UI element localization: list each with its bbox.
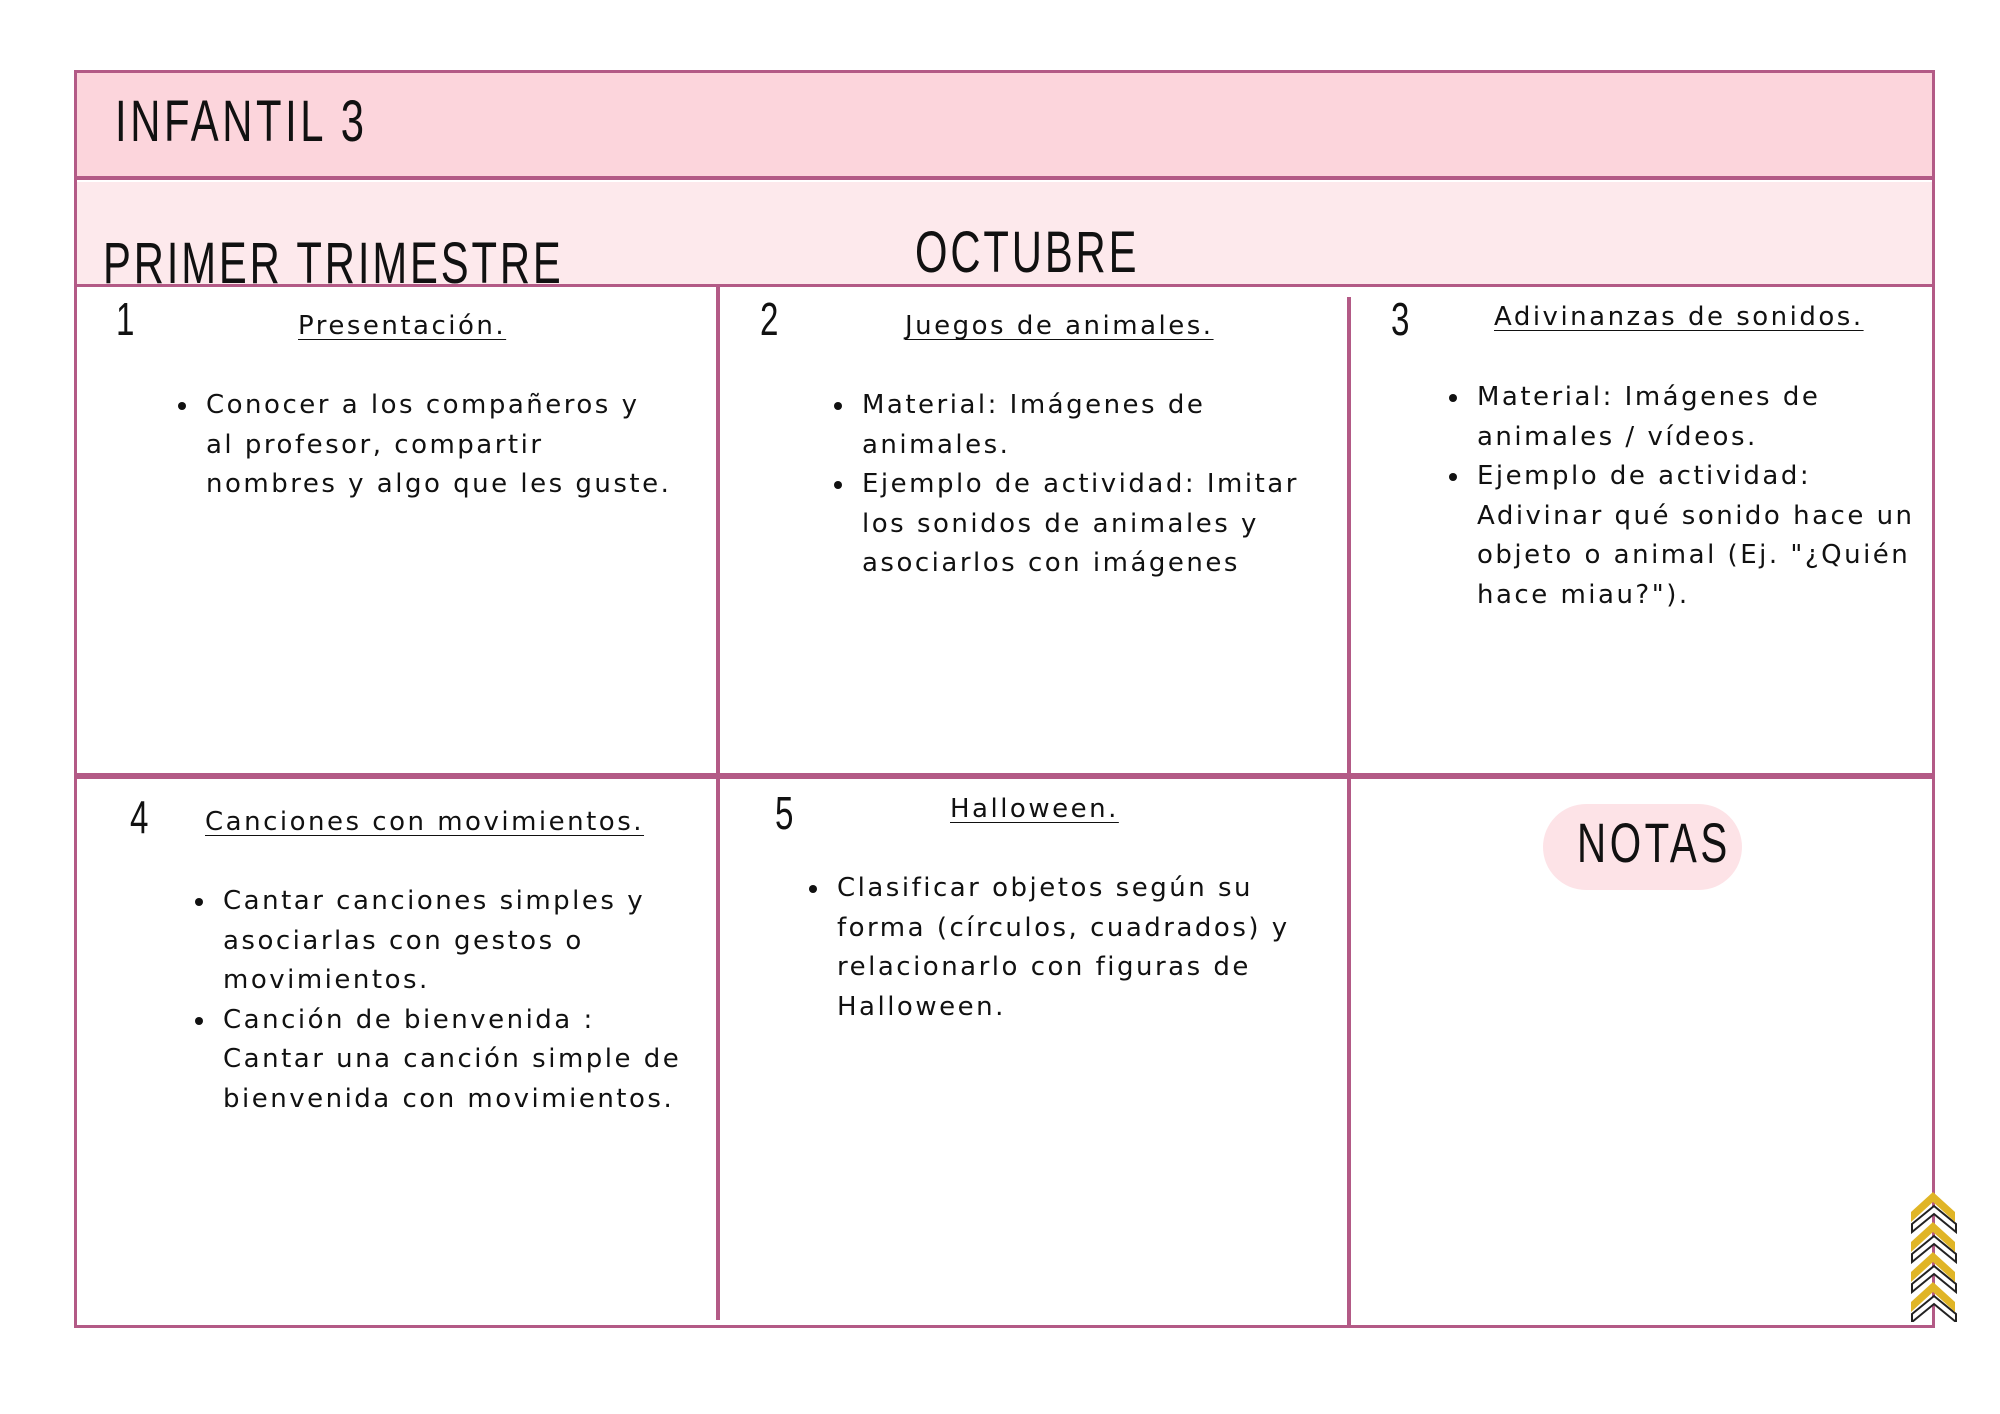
list-item: • Conocer a los compañeros y al profesor, compartir nombres y algo que les guste. xyxy=(200,386,675,505)
list-item: • Material: Imágenes de animales / vídeos. xyxy=(1471,378,1939,457)
cell-5-number: 5 xyxy=(775,787,794,839)
term-label: PRIMER TRIMESTRE xyxy=(103,231,564,296)
divider-col-1 xyxy=(716,287,720,1320)
cell-3-list xyxy=(1446,378,1939,615)
divider-col-2 xyxy=(1347,297,1351,1327)
cell-2-list xyxy=(831,386,1331,584)
divider-title xyxy=(74,176,1935,180)
cell-4-title: Canciones con movimientos. xyxy=(205,807,645,837)
cell-3-number: 3 xyxy=(1391,293,1410,345)
cell-2-title: Juegos de animales. xyxy=(905,311,1214,341)
cell-1-list xyxy=(175,386,675,505)
notes-label: NOTAS xyxy=(1577,811,1731,874)
month-label: OCTUBRE xyxy=(915,220,1140,285)
cell-4-number: 4 xyxy=(130,791,149,843)
cell-5-title: Halloween. xyxy=(950,794,1119,824)
divider-rows xyxy=(74,773,1935,779)
cell-4-list xyxy=(192,882,692,1119)
page-title: INFANTIL 3 xyxy=(115,89,368,154)
chevron-up-icon xyxy=(1909,1190,1959,1322)
cell-5-list xyxy=(806,869,1306,1027)
list-item: • Ejemplo de actividad: Adivinar qué sonido hace un objeto o animal (Ej. "¿Quién hace miau?"). xyxy=(1471,457,1939,615)
cell-1-title: Presentación. xyxy=(298,311,507,341)
cell-2-number: 2 xyxy=(760,293,779,345)
list-item: • Ejemplo de actividad: Imitar los sonidos de animales y asociarlos con imágenes xyxy=(856,465,1331,584)
cell-3-title: Adivinanzas de sonidos. xyxy=(1494,302,1864,332)
list-item: • Material: Imágenes de animales. xyxy=(856,386,1331,465)
list-item: • Canción de bienvenida : Cantar una canción simple de bienvenida con movimientos. xyxy=(217,1001,692,1120)
list-item: • Cantar canciones simples y asociarlas con gestos o movimientos. xyxy=(217,882,692,1001)
list-item: • Clasificar objetos según su forma (círculos, cuadrados) y relacionarlo con figuras de Halloween. xyxy=(831,869,1306,1027)
cell-1-number: 1 xyxy=(116,293,135,345)
